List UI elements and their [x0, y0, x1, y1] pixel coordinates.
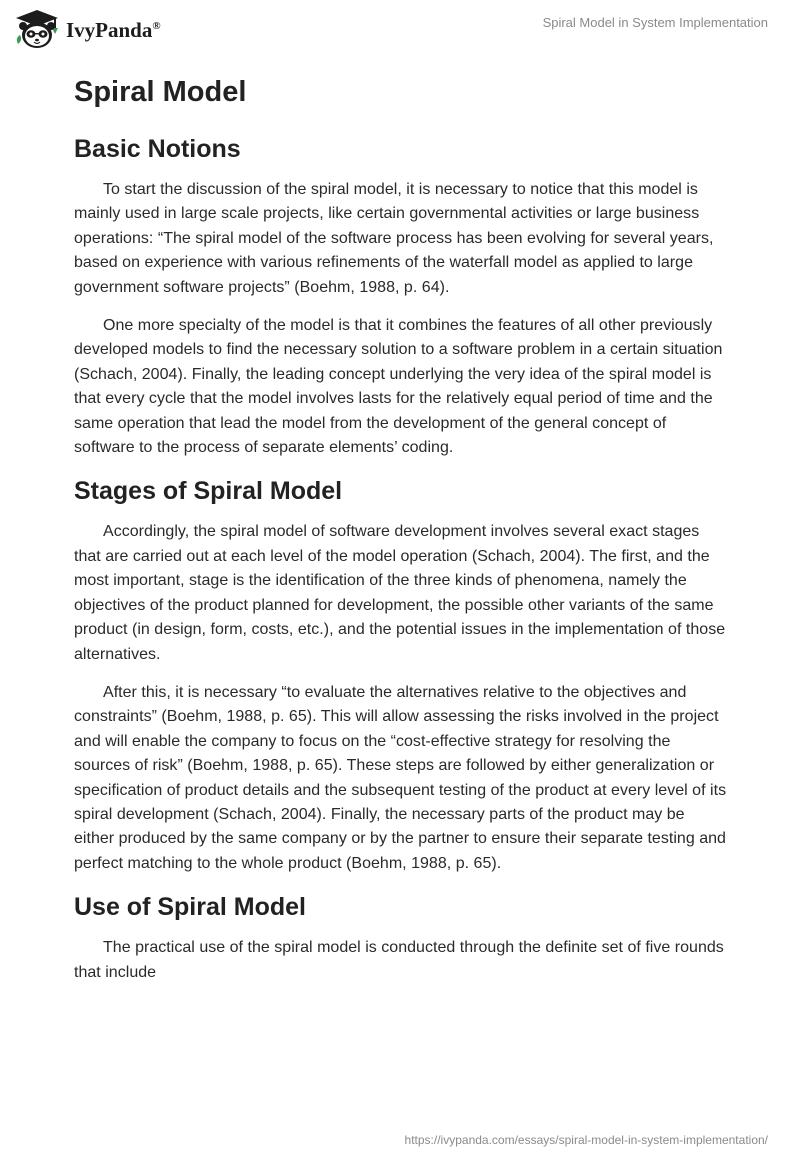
logo-wordmark: [66, 18, 161, 43]
section-heading-basic-notions: Basic Notions: [74, 135, 241, 163]
paragraph: After this, it is necessary “to evaluate the alternatives relative to the objectives and constraints” (Boehm, 1988, p. 65). This will allow assessing the risks involved in the project and will enable the company to focus on the “cost-effective strategy for resolving the sources of risk” (Boehm, 1988, p. 65). These steps are followed by either generalization or specification of product details and the subsequent testing of the product at every level of its spiral development (Schach, 2004). Finally, the necessary parts of the product may be either produced by the same company or by the partner to ensure their separate testing and perfect matching to the whole product (Boehm, 1988, p. 65).: [74, 683, 727, 872]
article-body: [74, 72, 729, 999]
registered-mark: ®: [152, 19, 161, 32]
article-title: Spiral Model: [74, 76, 247, 108]
panda-graduate-icon: [14, 8, 60, 50]
paragraph: One more specialty of the model is that it combines the features of all other previously developed models to find the necessary solution to a software problem in a certain situation (Schach, 2004). Finally, the leading concept underlying the very idea of the spiral model is that every cycle that the model involves lasts for the relatively equal period of time and the same operation that lead the model from the development of the general concept of software to the process of separate elements’ coding.: [74, 317, 723, 457]
ivypanda-logo[interactable]: [14, 8, 161, 50]
section-heading-stages: Stages of Spiral Model: [74, 477, 343, 506]
paragraph: Accordingly, the spiral model of software development involves several exact stages that are carried out at each level of the model operation (Schach, 2004). The first, and the most important, stage is the identification of the three kinds of phenomena, namely the objectives of the product planned for development, the possible other variants of the same product (in design, form, costs, etc.), and the potential issues in the implementation of those alternatives.: [74, 523, 726, 663]
paragraph: To start the discussion of the spiral model, it is necessary to notice that this model is mainly used in large scale projects, like certain governmental activities or large business operations: “The spiral model of the software process has been evolving for several years, based on experience with various refinements of the waterfall model as applied to large government software projects” (Boehm, 1988, p. 64).: [74, 181, 714, 296]
paragraph: The practical use of the spiral model is conducted through the definite set of five rounds that include: [74, 939, 724, 981]
logo-text: IvyPanda: [66, 17, 153, 42]
page-header: [0, 0, 800, 60]
source-url[interactable]: https://ivypanda.com/essays/spiral-model-in-system-implementation/: [404, 1133, 768, 1147]
document-title: Spiral Model in System Implementation: [542, 15, 768, 30]
section-heading-use: Use of Spiral Model: [74, 893, 306, 922]
